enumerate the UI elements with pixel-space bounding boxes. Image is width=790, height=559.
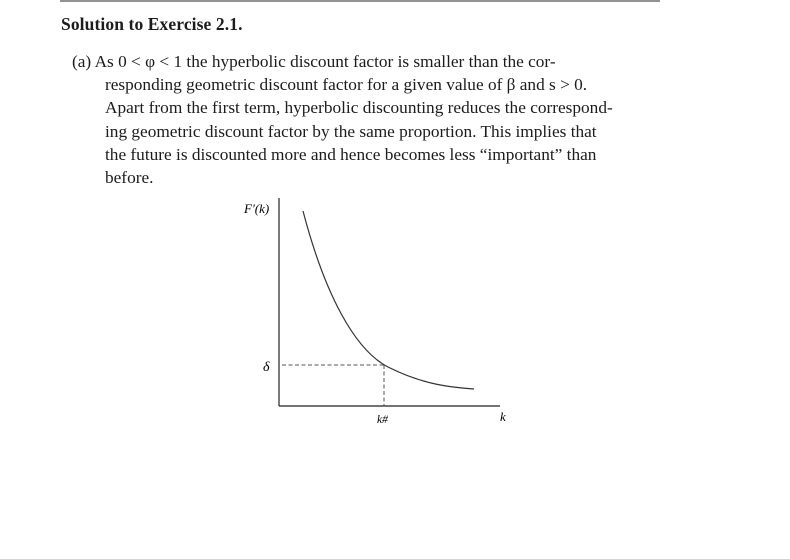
delta-label: δ [263,360,270,375]
paragraph-line-2: responding geometric discount factor for a given value of β and s > 0. [105,75,588,95]
paragraph-line-4: ing geometric discount factor by the same proportion. This implies that [105,121,597,141]
paragraph-line-3: Apart from the first term, hyperbolic discounting reduces the correspond- [105,98,613,118]
paragraph-line-5: the future is discounted more and hence becomes less “important” than [105,144,597,164]
x-axis-label: k [500,409,506,424]
marginal-product-figure [230,195,530,430]
marginal-product-curve [303,211,474,389]
y-axis-label: F′(k) [244,201,270,216]
paragraph-line-1 [72,50,694,73]
page-top-edge [60,0,660,2]
item-marker: (a) [72,52,92,71]
solution-heading: Solution to Exercise 2.1. [61,14,243,34]
k-star-label: k# [377,414,388,426]
paragraph-line-6: before. [105,168,154,188]
figure-svg [230,195,530,430]
solution-paragraph [72,50,694,189]
paragraph-line-1-text: As 0 < φ < 1 the hyperbolic discount factor is smaller than the cor- [94,52,556,71]
